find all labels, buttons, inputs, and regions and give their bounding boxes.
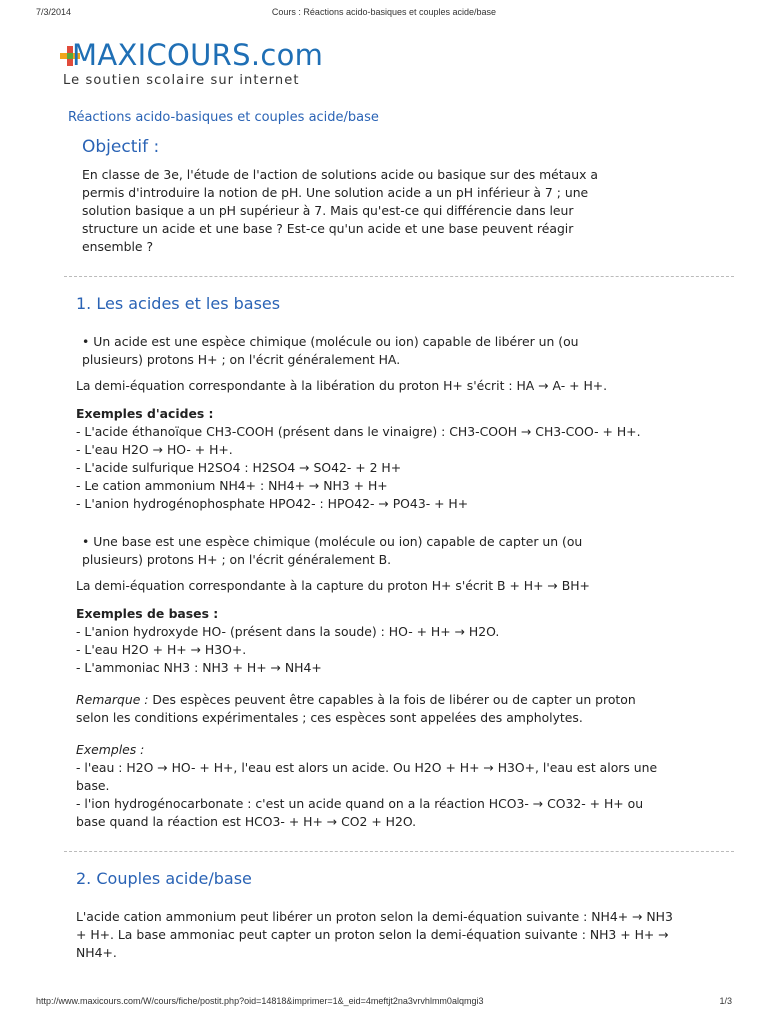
- base-half-equation: La demi-équation correspondante à la capture du proton H+ s'écrit B + H+ → BH+: [76, 578, 590, 593]
- list-item: - L'anion hydroxyde HO- (présent dans la soude) : HO- + H+ → H2O.: [76, 624, 500, 639]
- document-title: Réactions acido-basiques et couples acide/base: [68, 110, 379, 125]
- list-item: - L'eau H2O + H+ → H3O+.: [76, 642, 247, 657]
- base-definition: [82, 533, 716, 569]
- print-header: [0, 0, 768, 34]
- page-url[interactable]: http://www.maxicours.com/W/cours/fiche/postit.php?oid=14818&imprimer=1&_eid=4meftjt2na3vrvhlmm0alqmgi3: [36, 996, 484, 1006]
- maxicours-logo[interactable]: [60, 38, 340, 92]
- list-item: - L'eau H2O → HO- + H+.: [76, 442, 233, 457]
- list-item: - L'ammoniac NH3 : NH3 + H+ → NH4+: [76, 660, 322, 675]
- divider: [64, 276, 734, 277]
- print-title: Cours : Réactions acido-basiques et couples acide/base: [271, 7, 497, 17]
- list-item: - L'acide sulfurique H2SO4 : H2SO4 → SO42- + 2 H+: [76, 460, 402, 475]
- list-item: - L'acide éthanoïque CH3-COOH (présent dans le vinaigre) : CH3-COOH → CH3-COO- + H+.: [76, 424, 641, 439]
- objectif-line: permis d'introduire la notion de pH. Une solution acide a un pH inférieur à 7 ; une: [82, 185, 589, 200]
- exemple-line: - l'ion hydrogénocarbonate : c'est un acide quand on a la réaction HCO3- → CO32- + H+ ou: [76, 796, 644, 811]
- print-footer: [0, 994, 768, 1014]
- base-examples-title: [76, 605, 716, 623]
- base-examples-list: [76, 623, 716, 677]
- divider: [64, 851, 734, 852]
- acid-definition-line: • Un acide est une espèce chimique (molécule ou ion) capable de libérer un (ou: [82, 334, 579, 349]
- acid-definition-line: plusieurs) protons H+ ; on l'écrit généralement HA.: [82, 352, 401, 367]
- acid-examples-title-text: Exemples d'acides :: [76, 406, 214, 421]
- list-item: - Le cation ammonium NH4+ : NH4+ → NH3 + H+: [76, 478, 388, 493]
- logo-brand: MAXICOURS.com: [72, 38, 324, 72]
- exemple-line: base.: [76, 778, 110, 793]
- remarque-text: Des espèces peuvent être capables à la fois de libérer ou de capter un proton: [148, 692, 636, 707]
- objectif-heading: Objectif :: [82, 137, 160, 157]
- main-content: [76, 138, 716, 962]
- list-item: - L'anion hydrogénophosphate HPO42- : HPO42- → PO43- + H+: [76, 496, 469, 511]
- remarque-label: Remarque :: [76, 692, 149, 707]
- base-definition-line: • Une base est une espèce chimique (molécule ou ion) capable de capter un (ou: [82, 534, 583, 549]
- exemples-label: Exemples :: [76, 742, 145, 757]
- section2-line: NH4+.: [76, 945, 117, 960]
- objectif-line: ensemble ?: [82, 239, 154, 254]
- section2-line: + H+. La base ammoniac peut capter un proton selon la demi-équation suivante : NH3 + H+ →: [76, 927, 669, 942]
- exemple-line: - l'eau : H2O → HO- + H+, l'eau est alors un acide. Ou H2O + H+ → H3O+, l'eau est alors une: [76, 760, 658, 775]
- section2-heading: 2. Couples acide/base: [76, 869, 252, 888]
- acid-definition: [82, 333, 716, 369]
- page-number: 1/3: [719, 996, 732, 1006]
- base-definition-line: plusieurs) protons H+ ; on l'écrit généralement B.: [82, 552, 392, 567]
- objectif-line: En classe de 3e, l'étude de l'action de solutions acide ou basique sur des métaux a: [82, 167, 598, 182]
- logo-tagline: Le soutien scolaire sur internet: [63, 73, 300, 88]
- exemples-block: [76, 741, 716, 831]
- acid-examples-title: [76, 405, 716, 423]
- acid-examples-list: [76, 423, 716, 513]
- remarque-text: selon les conditions expérimentales ; ces espèces sont appelées des ampholytes.: [76, 710, 583, 725]
- objectif-line: solution basique a un pH supérieur à 7. Mais qu'est-ce qui différencie dans leur: [82, 203, 574, 218]
- exemple-line: base quand la réaction est HCO3- + H+ → CO2 + H2O.: [76, 814, 417, 829]
- acid-half-equation: La demi-équation correspondante à la libération du proton H+ s'écrit : HA → A- + H+.: [76, 378, 608, 393]
- remarque: [76, 691, 716, 727]
- print-date: 7/3/2014: [36, 7, 72, 17]
- objectif-paragraph: [82, 166, 716, 256]
- objectif-line: structure un acide et une base ? Est-ce qu'un acide et une base peuvent réagir: [82, 221, 574, 236]
- base-examples-title-text: Exemples de bases :: [76, 606, 219, 621]
- section2-paragraph: [76, 908, 716, 962]
- section2-line: L'acide cation ammonium peut libérer un proton selon la demi-équation suivante : NH4+ → NH3: [76, 909, 673, 924]
- section1-heading: 1. Les acides et les bases: [76, 294, 281, 313]
